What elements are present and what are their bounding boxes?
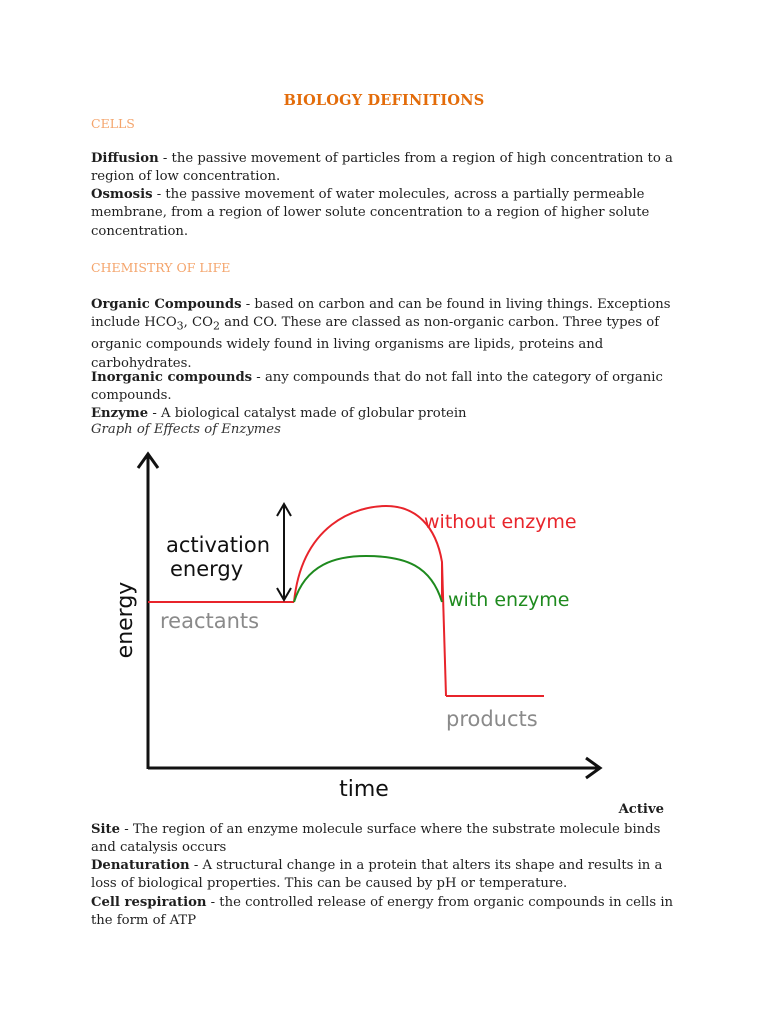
definition-text: - any compounds that do not fall into the category of organic compounds. xyxy=(91,370,663,404)
term-denaturation: Denaturation xyxy=(91,858,190,873)
definition-text: - the passive movement of water molecules, across a partially permeable membrane, from a region of lower solute concentration to a region of higher solute concentration. xyxy=(91,187,650,239)
enzyme-energy-graph xyxy=(96,444,616,806)
definition-enzyme xyxy=(91,405,681,423)
graph-caption: Graph of Effects of Enzymes xyxy=(91,422,281,437)
activation-label-line1: activation xyxy=(166,533,271,557)
drop-line xyxy=(442,562,446,696)
subscript: 2 xyxy=(212,319,220,333)
term-diffusion: Diffusion xyxy=(91,151,159,166)
definition-text: - A structural change in a protein that alters its shape and results in a loss of biological properties. This can be caused by pH or temperature. xyxy=(91,858,663,892)
reactants-label: reactants xyxy=(160,609,260,633)
term-active-site-part1: Active xyxy=(618,802,664,817)
term-enzyme: Enzyme xyxy=(91,406,149,421)
definition-text: - A biological catalyst made of globular protein xyxy=(148,406,467,421)
definition-text: and CO. These are classed as non-organic carbon. Three types of organic compounds widely found in living organisms are lipids, proteins and carbohydrates. xyxy=(91,315,660,371)
definition-cell-respiration xyxy=(91,894,681,931)
definition-osmosis xyxy=(91,186,681,241)
page-title: BIOLOGY DEFINITIONS xyxy=(283,92,485,109)
term-inorganic-compounds: Inorganic compounds xyxy=(91,370,253,385)
definition-active-site xyxy=(91,821,681,858)
y-axis-label: energy xyxy=(113,581,138,659)
section-heading-chemistry: CHEMISTRY OF LIFE xyxy=(91,260,231,275)
activation-label-line2: energy xyxy=(170,557,244,581)
definition-organic-compounds xyxy=(91,296,681,373)
products-label: products xyxy=(446,707,538,731)
term-osmosis: Osmosis xyxy=(91,187,153,202)
with-enzyme-curve xyxy=(294,556,442,602)
term-active-site-part2: Site xyxy=(91,822,121,837)
definition-text: , CO xyxy=(183,315,213,331)
definition-inorganic-compounds xyxy=(91,369,681,406)
section-heading-cells: CELLS xyxy=(91,116,135,131)
without-enzyme-curve xyxy=(294,506,442,602)
subscript: 3 xyxy=(176,319,184,333)
definition-text: - based on carbon and can be found in living things. Exceptions include HCO xyxy=(91,297,671,331)
definition-denaturation xyxy=(91,857,681,894)
term-cell-respiration: Cell respiration xyxy=(91,895,207,910)
definition-text: - the controlled release of energy from organic compounds in cells in the form of ATP xyxy=(91,895,674,929)
x-axis-label: time xyxy=(339,777,389,802)
term-organic-compounds: Organic Compounds xyxy=(91,297,242,312)
definition-text: - the passive movement of particles from a region of high concentration to a region of low concentration. xyxy=(91,151,673,185)
definition-text: - The region of an enzyme molecule surface where the substrate molecule binds and catalysis occurs xyxy=(91,822,661,856)
without-enzyme-label: without enzyme xyxy=(424,511,577,533)
definition-diffusion xyxy=(91,150,681,187)
with-enzyme-label: with enzyme xyxy=(448,589,570,611)
